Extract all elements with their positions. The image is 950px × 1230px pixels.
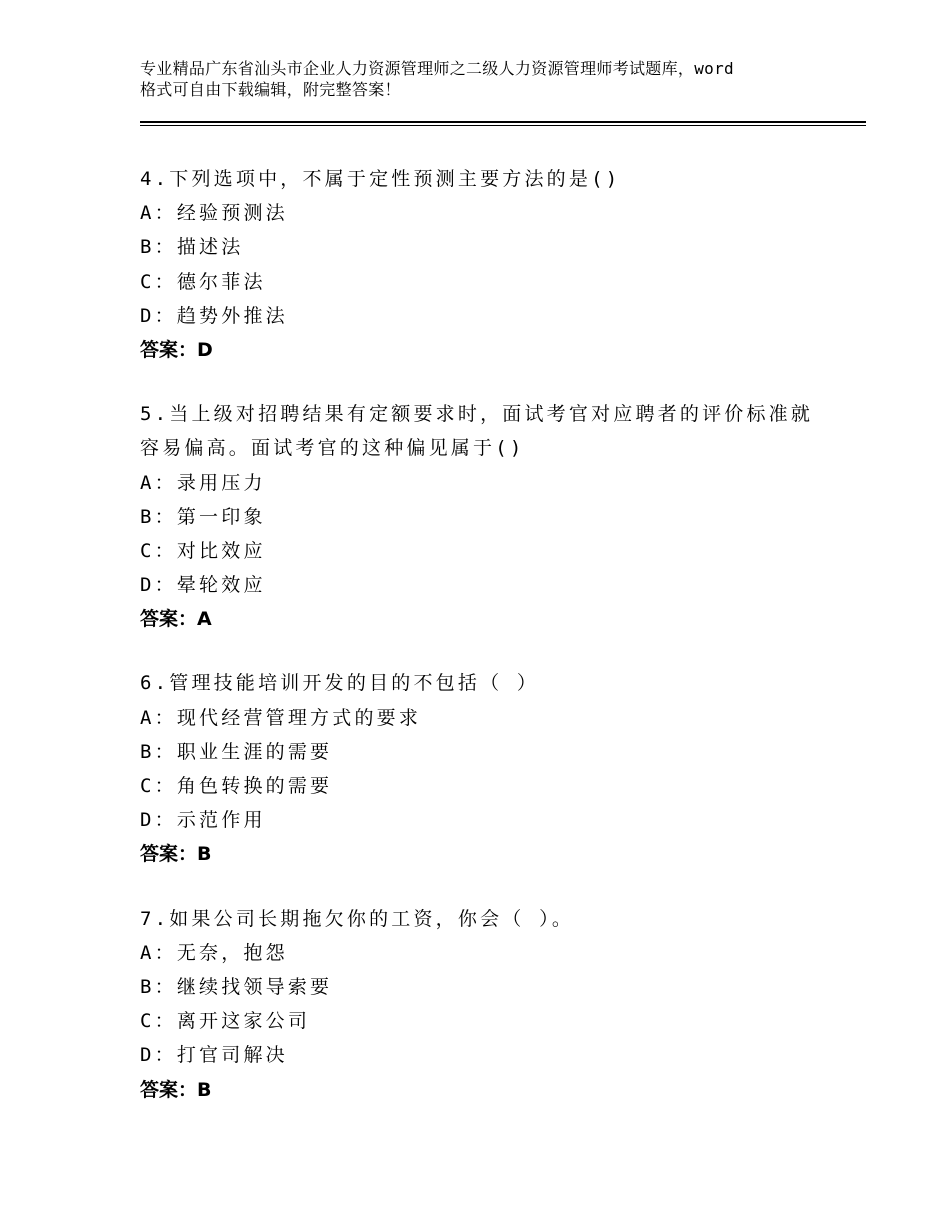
option-b: B：继续找领导索要 <box>140 975 333 998</box>
option-c: C：角色转换的需要 <box>140 775 333 797</box>
question-7 <box>140 902 840 1107</box>
option-a: A：现代经营管理方式的要求 <box>140 706 422 729</box>
option-c: C：离开这家公司 <box>140 1010 311 1033</box>
option-c: C：德尔菲法 <box>140 270 266 293</box>
option-b: B：描述法 <box>140 236 244 259</box>
header-divider-thin <box>140 125 866 126</box>
option-a: A：录用压力 <box>140 471 266 494</box>
question-6 <box>140 666 840 871</box>
answer-label: 答案：B <box>140 843 212 866</box>
option-b: B：第一印象 <box>140 505 266 528</box>
question-4 <box>140 162 840 367</box>
document-header <box>140 58 840 100</box>
question-text: 4.下列选项中，不属于定性预测主要方法的是() <box>140 168 621 190</box>
answer-label: 答案：B <box>140 1078 212 1101</box>
option-d: D：晕轮效应 <box>140 574 266 597</box>
option-a: A：无奈，抱怨 <box>140 941 288 964</box>
question-list <box>140 162 840 1137</box>
answer-label: 答案：A <box>140 608 212 631</box>
option-d: D：打官司解决 <box>140 1044 288 1067</box>
option-d: D：趋势外推法 <box>140 304 288 327</box>
header-line-1: 专业精品广东省汕头市企业人力资源管理师之二级人力资源管理师考试题库，word <box>140 59 734 78</box>
question-text: 6.管理技能培训开发的目的不包括（ ） <box>140 672 540 695</box>
answer-label: 答案：D <box>140 338 213 361</box>
option-a: A：经验预测法 <box>140 202 288 225</box>
question-5 <box>140 397 840 636</box>
header-line-2: 格式可自由下载编辑，附完整答案！ <box>140 80 401 99</box>
option-c: C：对比效应 <box>140 539 266 562</box>
question-text-continued: 容易偏高。面试考官的这种偏见属于() <box>140 437 525 460</box>
option-d: D：示范作用 <box>140 809 266 832</box>
option-b: B：职业生涯的需要 <box>140 740 333 763</box>
question-text: 5.当上级对招聘结果有定额要求时，面试考官对应聘者的评价标准就 <box>140 403 814 426</box>
question-text: 7.如果公司长期拖欠你的工资，你会（ ）。 <box>140 907 575 930</box>
header-divider-thick <box>140 121 866 123</box>
